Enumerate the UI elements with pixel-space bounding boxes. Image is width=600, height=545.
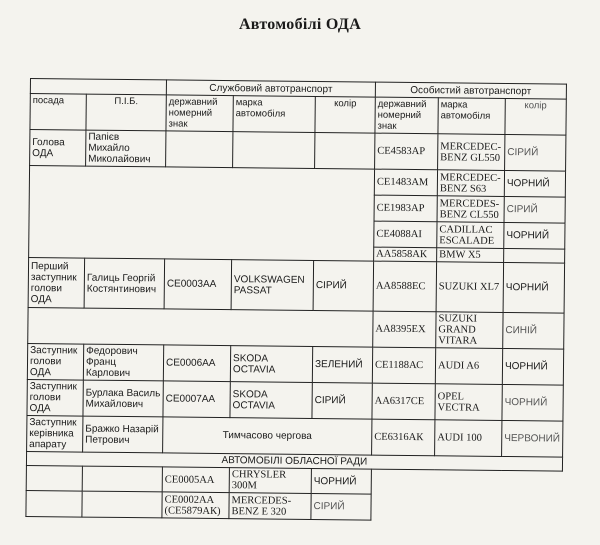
header-name: П.І.Б. bbox=[86, 94, 166, 131]
service-color-cell bbox=[315, 132, 375, 169]
header-personal-plate: державний номерний знак bbox=[375, 97, 438, 134]
personal-group-header: Особистий автотранспорт bbox=[375, 82, 566, 99]
name-cell: Галиць Георгій Костянтинович bbox=[84, 258, 165, 309]
personal-brand-cell: AUDI 100 bbox=[435, 420, 502, 457]
position-cell: Перший заступник голови ОДА bbox=[28, 257, 85, 308]
personal-color-cell: СИНІЙ bbox=[503, 312, 564, 349]
personal-color-cell bbox=[504, 248, 565, 263]
personal-plate-cell: АА6317СЕ bbox=[372, 383, 435, 420]
header-state-plate: державний номерний знак bbox=[166, 95, 233, 132]
empty-merged-cell bbox=[28, 307, 373, 347]
service-brand-cell: SKODA OCTAVIA bbox=[230, 382, 312, 419]
service-brand-cell bbox=[233, 132, 315, 169]
position-cell: Голова ОДА bbox=[30, 130, 86, 167]
service-plate-cell bbox=[166, 131, 233, 168]
personal-brand-cell: CADILLAC ESCALADE bbox=[437, 222, 504, 249]
empty-cell bbox=[82, 491, 162, 518]
service-note-cell: Тимчасово чергова bbox=[163, 417, 372, 455]
empty-cell bbox=[26, 490, 82, 517]
position-cell: Заступник голови ОДА bbox=[27, 379, 83, 416]
council-color-cell: ЧОРНИЙ bbox=[311, 468, 371, 494]
empty-cell bbox=[371, 494, 562, 522]
personal-brand-cell: OPEL VECTRA bbox=[435, 384, 502, 421]
table-row bbox=[30, 130, 566, 172]
empty-cell bbox=[82, 466, 162, 492]
personal-color-cell: СІРИЙ bbox=[504, 196, 565, 223]
council-plate-cell: СЕ0005АА bbox=[162, 467, 229, 493]
council-brand-cell: CHRYSLER 300M bbox=[229, 468, 311, 494]
table-row bbox=[27, 415, 563, 457]
name-cell: Бражко Назарій Петрович bbox=[83, 416, 163, 453]
page-title: Автомобілі ОДА bbox=[238, 16, 362, 33]
personal-brand-cell: SUZUKI GRAND VITARA bbox=[436, 312, 503, 349]
personal-plate-cell: СЕ4088АІ bbox=[374, 221, 437, 248]
header-car-brand: марка автомобіля bbox=[233, 96, 315, 133]
personal-brand-cell: MERCEDEC-BENZ GL550 bbox=[438, 134, 505, 171]
service-plate-cell: СЕ0006АА bbox=[163, 345, 230, 382]
personal-brand-cell: SUZUKI XL7 bbox=[436, 262, 504, 313]
service-group-header: Службовий автотранспорт bbox=[166, 80, 375, 97]
personal-color-cell: ЧОРНИЙ bbox=[502, 384, 563, 421]
council-header: АВТОМОБІЛІ ОБЛАСНОЇ РАДИ bbox=[26, 451, 562, 471]
position-cell: Заступник керівника апарату bbox=[27, 415, 83, 452]
personal-plate-cell: АА8395ЕХ bbox=[373, 311, 436, 348]
cars-table-sheet bbox=[25, 78, 566, 523]
table-row bbox=[27, 379, 563, 421]
service-plate-cell: СЕ0003АА bbox=[164, 259, 232, 310]
table-row bbox=[28, 307, 564, 349]
table-row bbox=[27, 343, 563, 385]
name-cell: Федорович Франц Карлович bbox=[83, 344, 163, 381]
service-color-cell: ЗЕЛЕНИЙ bbox=[312, 346, 372, 383]
personal-color-cell: ЧОРНИЙ bbox=[502, 348, 563, 385]
service-color-cell: СІРИЙ bbox=[313, 260, 374, 311]
personal-plate-cell: АА8588ЕС bbox=[373, 261, 437, 312]
personal-plate-cell: СЕ4583АР bbox=[375, 133, 438, 170]
personal-plate-cell: СЕ1983АР bbox=[374, 195, 437, 222]
personal-plate-cell: СЕ6316АК bbox=[372, 419, 435, 456]
personal-color-cell: ЧОРНИЙ bbox=[504, 222, 565, 249]
personal-color-cell: ЧОРНИЙ bbox=[503, 262, 564, 313]
empty-merged-cell bbox=[29, 166, 375, 262]
personal-brand-cell: MERCEDEC-BENZ S63 bbox=[437, 170, 504, 197]
personal-plate-cell: СЕ1188АС bbox=[372, 347, 435, 384]
personal-color-cell: ЧЕРВОНИЙ bbox=[502, 420, 563, 457]
cars-table bbox=[25, 78, 566, 523]
personal-color-cell: СІРИЙ bbox=[505, 134, 566, 171]
service-plate-cell: СЕ0007АА bbox=[163, 381, 230, 418]
header-color: колір bbox=[315, 96, 375, 133]
personal-color-cell: ЧОРНИЙ bbox=[504, 170, 565, 197]
personal-plate-cell: АА5858АК bbox=[374, 247, 437, 262]
personal-plate-cell: СЕ1483АМ bbox=[374, 169, 437, 196]
table-row bbox=[28, 257, 564, 313]
personal-brand-cell: BMW X5 bbox=[437, 248, 504, 263]
service-brand-cell: VOLKSWAGEN PASSAT bbox=[231, 260, 314, 311]
table-row bbox=[26, 490, 562, 522]
service-color-cell: СІРИЙ bbox=[312, 382, 372, 419]
empty-header-cell bbox=[30, 79, 166, 95]
council-brand-cell: MERCEDES-BENZ E 320 bbox=[229, 493, 311, 520]
name-cell: Папієв Михайло Миколайович bbox=[86, 130, 166, 167]
header-personal-color: колір bbox=[505, 98, 566, 135]
table-row bbox=[29, 166, 565, 198]
empty-cell bbox=[26, 465, 82, 491]
council-plate-cell: СЕ0002АА (СЕ5879АК) bbox=[162, 492, 229, 519]
header-position: посада bbox=[30, 94, 86, 131]
personal-brand-cell: MERCEDES-BENZ CL550 bbox=[437, 196, 504, 223]
position-cell: Заступник голови ОДА bbox=[27, 343, 83, 380]
council-color-cell: СІРИЙ bbox=[311, 493, 371, 520]
service-brand-cell: SKODA OCTAVIA bbox=[230, 346, 312, 383]
name-cell: Бурлака Василь Михайлович bbox=[83, 380, 163, 417]
header-personal-brand: марка автомобіля bbox=[438, 98, 505, 135]
personal-brand-cell: AUDI A6 bbox=[435, 348, 502, 385]
column-header-row bbox=[30, 94, 566, 136]
empty-cell bbox=[371, 469, 562, 496]
